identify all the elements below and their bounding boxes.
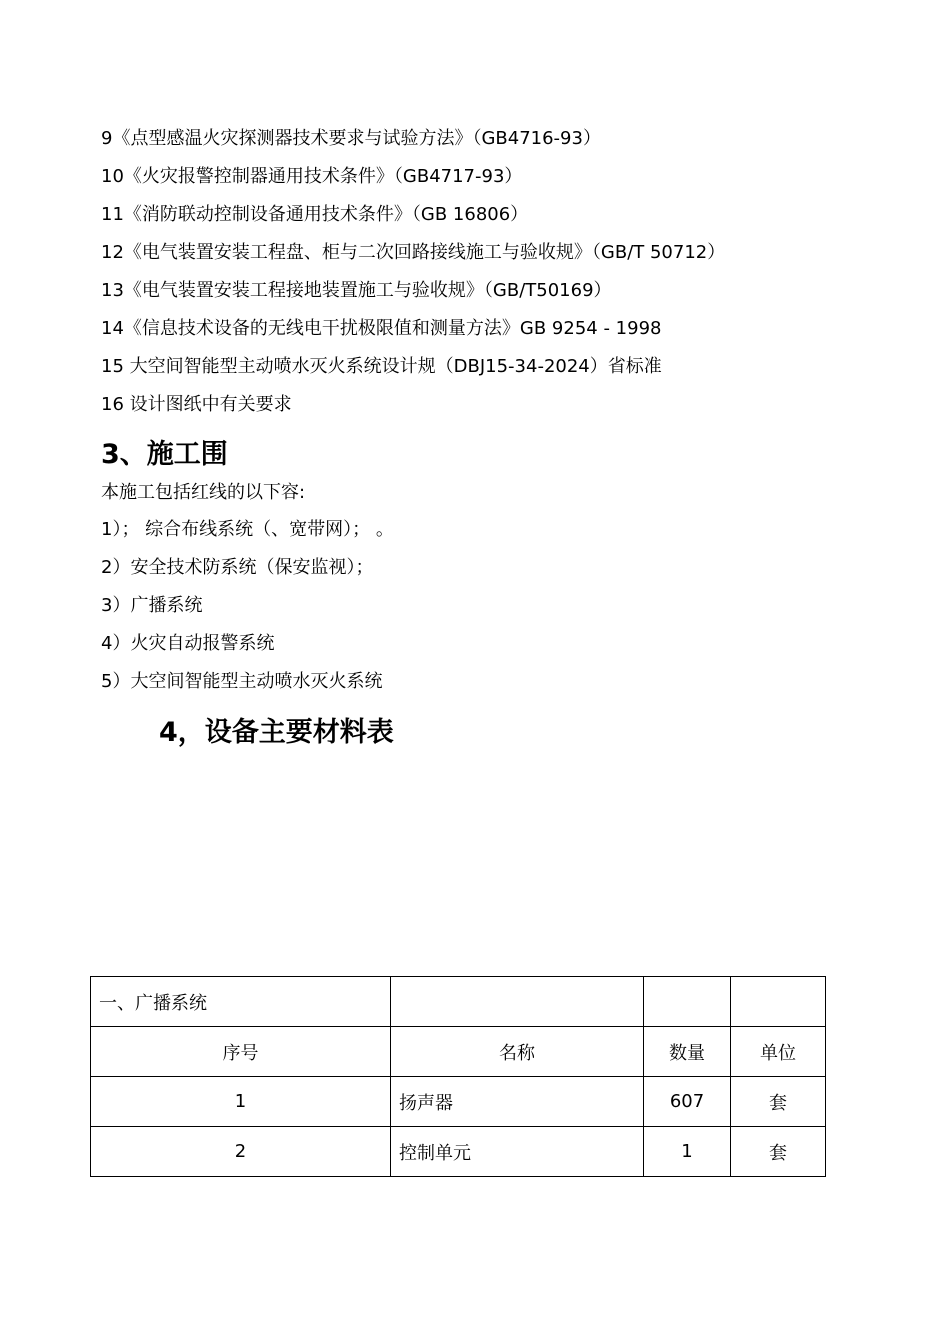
standard-item: 14《信息技术设备的无线电干扰极限值和测量方法》GB 9254 - 1998 [101, 318, 662, 339]
section-4-heading: 4，设备主要材料表 [159, 717, 394, 748]
standard-item: 10《火灾报警控制器通用技术条件》（GB4717-93） [101, 166, 523, 187]
group-title-cell: 一、广播系统 [91, 977, 391, 1027]
standard-item: 11《消防联动控制设备通用技术条件》（GB 16806） [101, 204, 529, 225]
cell-index: 1 [91, 1077, 391, 1127]
empty-cell [391, 977, 644, 1027]
standard-item: 12《电气装置安装工程盘、柜与二次回路接线施工与验收规》（GB/T 50712） [101, 242, 726, 263]
cell-quantity: 1 [644, 1127, 731, 1177]
table-row [91, 1127, 826, 1177]
table-header-row [91, 1027, 826, 1077]
standard-item: 15 大空间智能型主动喷水灭火系统设计规（DBJ15-34-2024）省标准 [101, 356, 662, 377]
header-cell-quantity: 数量 [644, 1027, 731, 1077]
scope-item: 3）广播系统 [101, 595, 203, 616]
standard-item: 16 设计图纸中有关要求 [101, 394, 292, 415]
scope-item: 5）大空间智能型主动喷水灭火系统 [101, 671, 383, 692]
section-3-heading: 3、施工围 [101, 439, 228, 470]
cell-unit: 套 [731, 1127, 826, 1177]
empty-cell [644, 977, 731, 1027]
header-cell-unit: 单位 [731, 1027, 826, 1077]
scope-item: 2）安全技术防系统（保安监视）； [101, 557, 374, 578]
section-3-intro: 本施工包括红线的以下容: [101, 482, 306, 503]
table-row [91, 1077, 826, 1127]
empty-cell [731, 977, 826, 1027]
header-cell-name: 名称 [391, 1027, 644, 1077]
cell-quantity: 607 [644, 1077, 731, 1127]
cell-name: 控制单元 [391, 1127, 644, 1177]
table-group-row [91, 977, 826, 1027]
scope-item: 4）火灾自动报警系统 [101, 633, 275, 654]
standard-item: 13《电气装置安装工程接地装置施工与验收规》（GB/T50169） [101, 280, 612, 301]
cell-index: 2 [91, 1127, 391, 1177]
standard-item: 9《点型感温火灾探测器技术要求与试验方法》（GB4716-93） [101, 128, 601, 149]
cell-name: 扬声器 [391, 1077, 644, 1127]
header-cell-index: 序号 [91, 1027, 391, 1077]
cell-unit: 套 [731, 1077, 826, 1127]
scope-item: 1）； 综合布线系统（、宽带网）； 。 [101, 519, 394, 540]
materials-table [90, 976, 826, 1177]
